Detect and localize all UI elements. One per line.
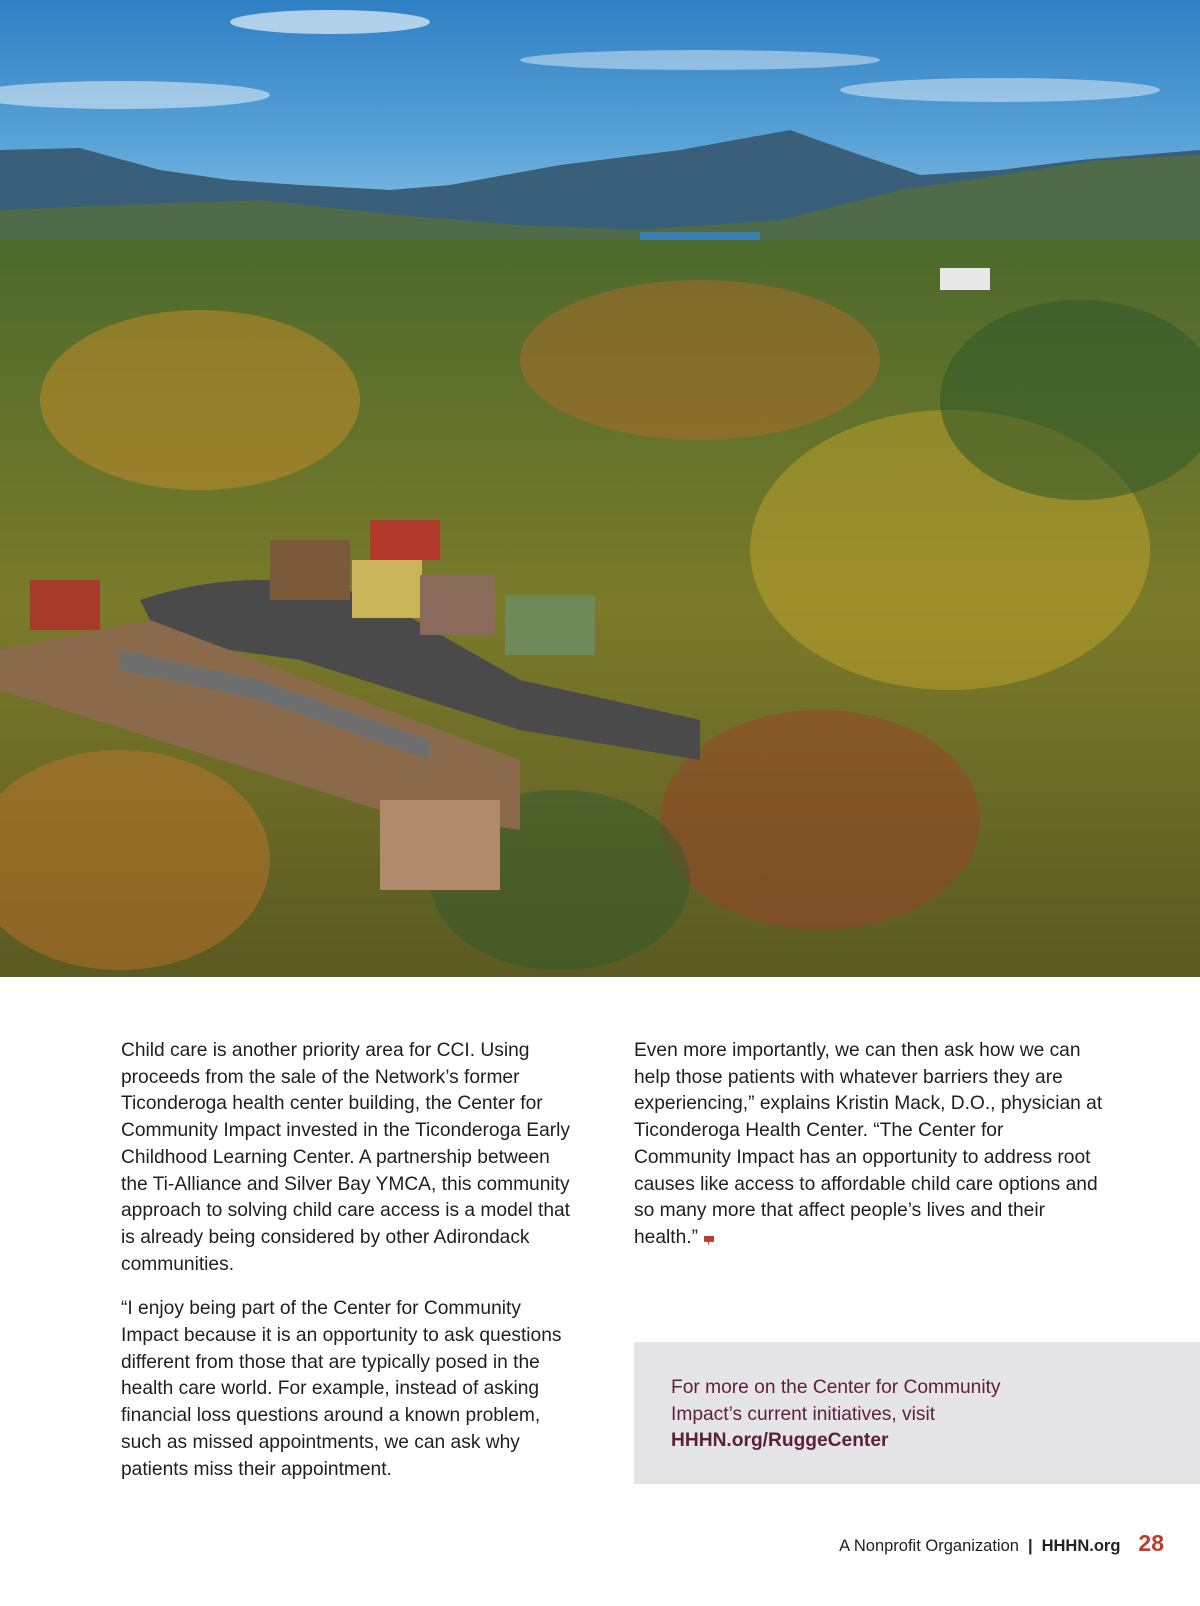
end-mark-icon — [704, 1236, 714, 1246]
paragraph — [634, 1038, 1104, 1252]
paragraph: “I enjoy being part of the Center for Community Impact because it is an opportunity to ask questions different from those that are typically posed in the health care world. For example, instead of asking financial loss questions around a known problem, such as missed appointments, we can ask why patients miss their appointment. — [121, 1298, 562, 1480]
article-left-column — [121, 1038, 573, 1483]
footer-site-link[interactable]: HHHN.org — [1041, 1537, 1121, 1555]
page-number: 28 — [1138, 1530, 1164, 1556]
footer-separator: | — [1027, 1537, 1033, 1555]
callout-link[interactable]: HHHN.org/RuggeCenter — [671, 1430, 889, 1452]
callout-text: For more on the Center for Community Impact’s current initiatives, visit — [671, 1377, 1001, 1425]
article-right-column — [634, 1038, 1104, 1252]
paragraph: Child care is another priority area for CCI. Using proceeds from the sale of the Network’s former Ticonderoga health center building, the Center for Community Impact invested in the Ticonderoga Early Childhood Learning Center. A partnership between the Ti-Alliance and Silver Bay YMCA, this community approach to solving child care access is a model that is already being considered by other Adirondack communities. — [121, 1040, 571, 1275]
callout-text-block — [671, 1375, 1071, 1455]
page-footer — [839, 1530, 1164, 1557]
footer-org: A Nonprofit Organization — [839, 1537, 1019, 1555]
callout-box — [634, 1342, 1200, 1484]
paragraph-text: Even more importantly, we can then ask how we can help those patients with whatever barriers they are experiencing,” explains Kristin Mack, D.O., physician at Ticonderoga Health Center. “The Center for Community Impact has an opportunity to address root causes like access to affordable child care options and so many more that affect people’s lives and their health.” — [634, 1040, 1103, 1248]
